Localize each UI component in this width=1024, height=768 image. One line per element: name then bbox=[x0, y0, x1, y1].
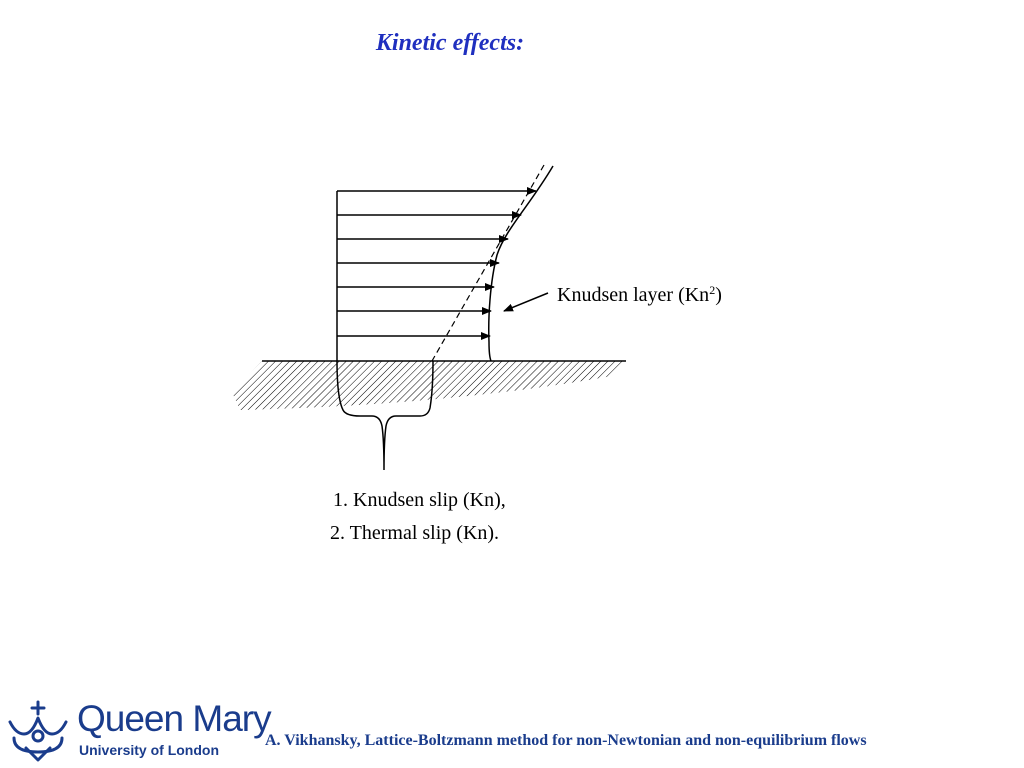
knudsen-layer-exponent: 2 bbox=[709, 283, 716, 297]
logo-subtitle: University of London bbox=[79, 742, 219, 758]
wall-hatched-surface bbox=[232, 361, 626, 410]
thermal-slip-label: 2. Thermal slip (Kn). bbox=[330, 522, 500, 544]
knudsen-layer-label: Knudsen layer (Kn$^2$) bbox=[557, 283, 722, 306]
knudsen-layer-pointer bbox=[504, 293, 548, 311]
footer-citation: A. Vikhansky, Lattice-Boltzmann method for non-Newtonian and non-equilibrium flows bbox=[265, 732, 867, 749]
logo-name: Queen Mary bbox=[77, 698, 271, 739]
crown-logo-icon bbox=[4, 700, 72, 764]
queen-mary-logo bbox=[4, 698, 271, 768]
slide-title: Kinetic effects: bbox=[375, 30, 525, 56]
knudsen-slip-label: 1. Knudsen slip (Kn), bbox=[333, 489, 506, 511]
velocity-arrows bbox=[337, 191, 536, 336]
